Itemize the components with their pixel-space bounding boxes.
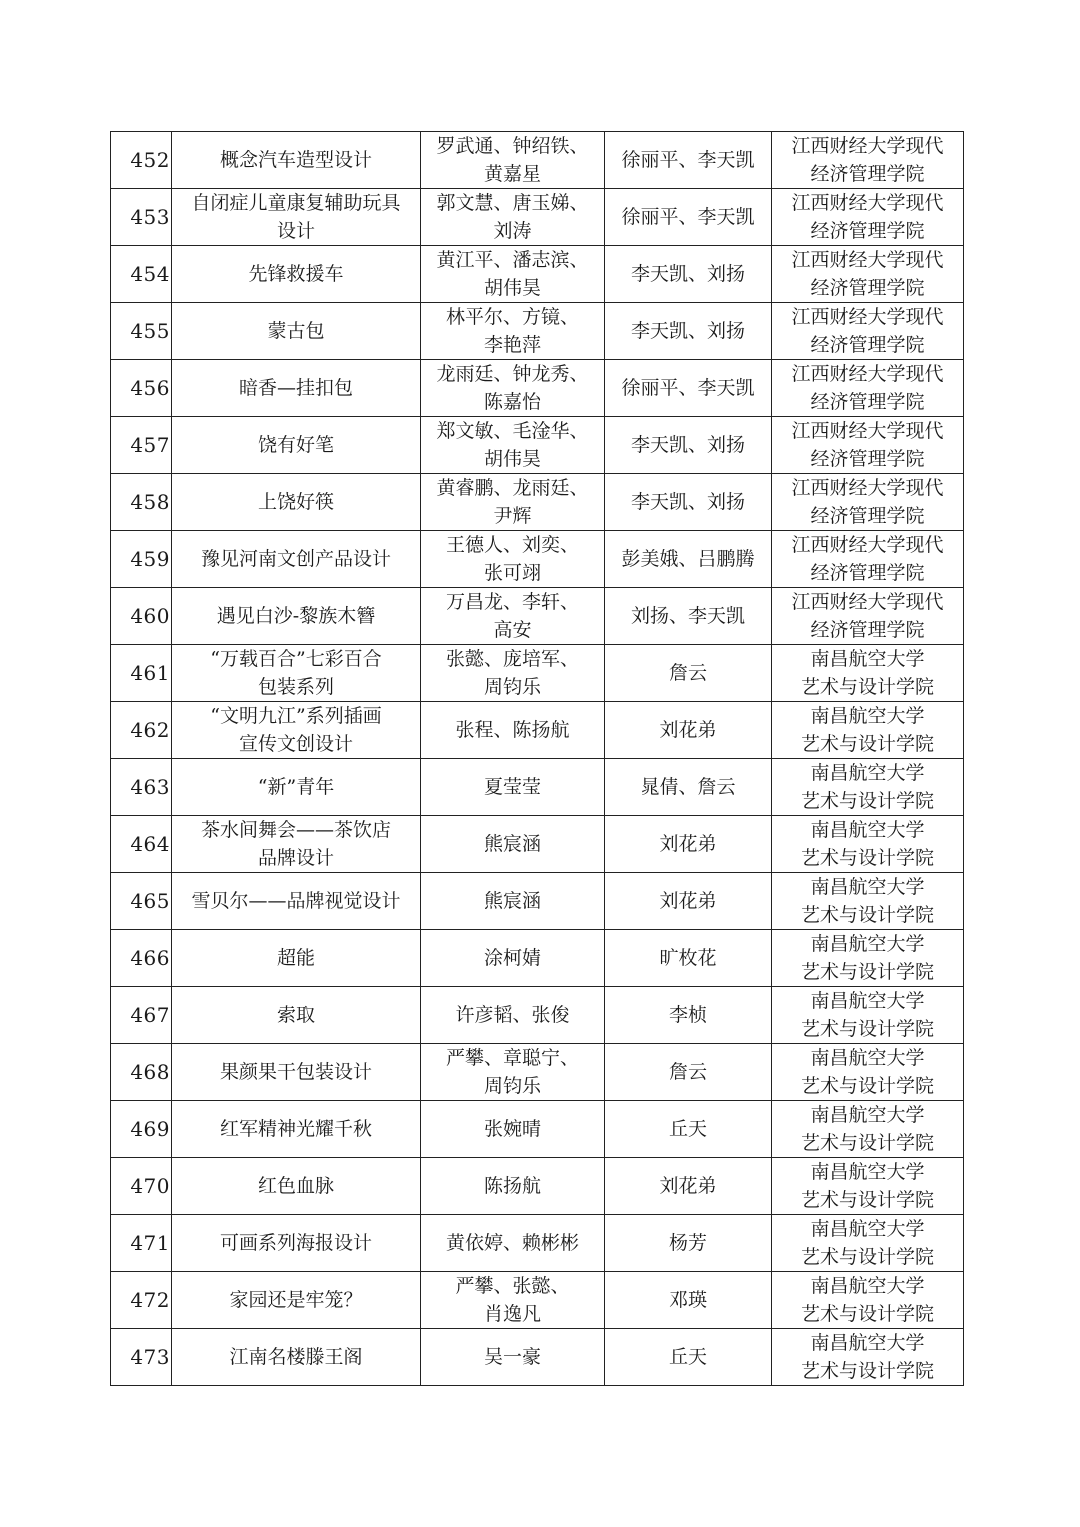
advisors: 旷枚花 <box>605 930 772 987</box>
authors: 许彦韬、张俊 <box>421 987 605 1044</box>
authors: 夏莹莹 <box>421 759 605 816</box>
work-title: 饶有好笔 <box>172 417 421 474</box>
advisors: 刘花弟 <box>605 1158 772 1215</box>
advisors: 徐丽平、李天凯 <box>605 132 772 189</box>
work-title: “万载百合”七彩百合 包装系列 <box>172 645 421 702</box>
advisors: 詹云 <box>605 645 772 702</box>
advisors: 丘天 <box>605 1329 772 1386</box>
authors: 张程、陈扬航 <box>421 702 605 759</box>
entry-number: 473 <box>111 1329 172 1386</box>
institution: 南昌航空大学 艺术与设计学院 <box>772 1329 964 1386</box>
advisors: 刘花弟 <box>605 702 772 759</box>
work-title: 红色血脉 <box>172 1158 421 1215</box>
entry-number: 472 <box>111 1272 172 1329</box>
table-row <box>111 360 964 417</box>
advisors: 李桢 <box>605 987 772 1044</box>
authors: 陈扬航 <box>421 1158 605 1215</box>
authors: 王德人、刘奕、 张可翊 <box>421 531 605 588</box>
advisors: 李天凯、刘扬 <box>605 474 772 531</box>
advisors: 李天凯、刘扬 <box>605 303 772 360</box>
work-title: 茶水间舞会——茶饮店 品牌设计 <box>172 816 421 873</box>
entry-number: 460 <box>111 588 172 645</box>
work-title: 概念汽车造型设计 <box>172 132 421 189</box>
entry-number: 467 <box>111 987 172 1044</box>
entry-number: 464 <box>111 816 172 873</box>
advisors: 刘花弟 <box>605 816 772 873</box>
entry-number: 452 <box>111 132 172 189</box>
authors: 龙雨廷、钟龙秀、 陈嘉怡 <box>421 360 605 417</box>
authors: 熊宸涵 <box>421 816 605 873</box>
entry-number: 462 <box>111 702 172 759</box>
table-row <box>111 873 964 930</box>
table-row <box>111 531 964 588</box>
work-title: 索取 <box>172 987 421 1044</box>
advisors: 刘扬、李天凯 <box>605 588 772 645</box>
institution: 江西财经大学现代 经济管理学院 <box>772 303 964 360</box>
entry-number: 454 <box>111 246 172 303</box>
work-title: 遇见白沙-黎族木簪 <box>172 588 421 645</box>
award-list-page <box>110 131 963 1386</box>
work-title: 可画系列海报设计 <box>172 1215 421 1272</box>
authors: 罗武通、钟绍铁、 黄嘉星 <box>421 132 605 189</box>
entry-number: 459 <box>111 531 172 588</box>
authors: 黄睿鹏、龙雨廷、 尹辉 <box>421 474 605 531</box>
advisors: 杨芳 <box>605 1215 772 1272</box>
institution: 南昌航空大学 艺术与设计学院 <box>772 1158 964 1215</box>
entry-number: 458 <box>111 474 172 531</box>
institution: 江西财经大学现代 经济管理学院 <box>772 132 964 189</box>
work-title: 超能 <box>172 930 421 987</box>
entry-number: 469 <box>111 1101 172 1158</box>
entry-number: 466 <box>111 930 172 987</box>
work-title: 豫见河南文创产品设计 <box>172 531 421 588</box>
table-row <box>111 303 964 360</box>
table-row <box>111 645 964 702</box>
institution: 江西财经大学现代 经济管理学院 <box>772 588 964 645</box>
table-row <box>111 1044 964 1101</box>
work-title: 暗香—挂扣包 <box>172 360 421 417</box>
institution: 南昌航空大学 艺术与设计学院 <box>772 702 964 759</box>
authors: 张婉晴 <box>421 1101 605 1158</box>
advisors: 晁倩、詹云 <box>605 759 772 816</box>
entry-number: 456 <box>111 360 172 417</box>
institution: 江西财经大学现代 经济管理学院 <box>772 360 964 417</box>
institution: 南昌航空大学 艺术与设计学院 <box>772 816 964 873</box>
authors: 严攀、张懿、 肖逸凡 <box>421 1272 605 1329</box>
entry-number: 453 <box>111 189 172 246</box>
table-row <box>111 189 964 246</box>
advisors: 刘花弟 <box>605 873 772 930</box>
institution: 南昌航空大学 艺术与设计学院 <box>772 1044 964 1101</box>
work-title: 江南名楼滕王阁 <box>172 1329 421 1386</box>
work-title: 果颜果干包装设计 <box>172 1044 421 1101</box>
table-row <box>111 417 964 474</box>
institution: 南昌航空大学 艺术与设计学院 <box>772 987 964 1044</box>
table-row <box>111 1272 964 1329</box>
authors: 熊宸涵 <box>421 873 605 930</box>
advisors: 詹云 <box>605 1044 772 1101</box>
entry-number: 471 <box>111 1215 172 1272</box>
advisors: 李天凯、刘扬 <box>605 246 772 303</box>
advisors: 李天凯、刘扬 <box>605 417 772 474</box>
authors: 张懿、庞培军、 周钧乐 <box>421 645 605 702</box>
table-row <box>111 246 964 303</box>
entry-number: 461 <box>111 645 172 702</box>
authors: 吴一豪 <box>421 1329 605 1386</box>
entry-number: 470 <box>111 1158 172 1215</box>
award-table <box>110 131 964 1386</box>
authors: 郭文慧、唐玉娣、 刘涛 <box>421 189 605 246</box>
work-title: “新”青年 <box>172 759 421 816</box>
institution: 南昌航空大学 艺术与设计学院 <box>772 930 964 987</box>
institution: 南昌航空大学 艺术与设计学院 <box>772 873 964 930</box>
advisors: 彭美娥、吕鹏腾 <box>605 531 772 588</box>
table-row <box>111 759 964 816</box>
advisors: 徐丽平、李天凯 <box>605 189 772 246</box>
work-title: 自闭症儿童康复辅助玩具 设计 <box>172 189 421 246</box>
institution: 江西财经大学现代 经济管理学院 <box>772 189 964 246</box>
advisors: 徐丽平、李天凯 <box>605 360 772 417</box>
authors: 黄江平、潘志滨、 胡伟昊 <box>421 246 605 303</box>
advisors: 丘天 <box>605 1101 772 1158</box>
work-title: 雪贝尔——品牌视觉设计 <box>172 873 421 930</box>
institution: 南昌航空大学 艺术与设计学院 <box>772 1101 964 1158</box>
work-title: “文明九江”系列插画 宣传文创设计 <box>172 702 421 759</box>
institution: 江西财经大学现代 经济管理学院 <box>772 246 964 303</box>
institution: 江西财经大学现代 经济管理学院 <box>772 474 964 531</box>
institution: 江西财经大学现代 经济管理学院 <box>772 417 964 474</box>
institution: 南昌航空大学 艺术与设计学院 <box>772 1215 964 1272</box>
work-title: 先锋救援车 <box>172 246 421 303</box>
authors: 万昌龙、李轩、 高安 <box>421 588 605 645</box>
entry-number: 465 <box>111 873 172 930</box>
table-row <box>111 702 964 759</box>
table-row <box>111 987 964 1044</box>
authors: 郑文敏、毛淦华、 胡伟昊 <box>421 417 605 474</box>
authors: 黄依婷、赖彬彬 <box>421 1215 605 1272</box>
work-title: 蒙古包 <box>172 303 421 360</box>
authors: 严攀、章聪宁、 周钧乐 <box>421 1044 605 1101</box>
work-title: 上饶好筷 <box>172 474 421 531</box>
table-row <box>111 1329 964 1386</box>
advisors: 邓瑛 <box>605 1272 772 1329</box>
table-row <box>111 1158 964 1215</box>
table-row <box>111 474 964 531</box>
institution: 江西财经大学现代 经济管理学院 <box>772 531 964 588</box>
entry-number: 463 <box>111 759 172 816</box>
table-row <box>111 816 964 873</box>
authors: 涂柯婧 <box>421 930 605 987</box>
entry-number: 455 <box>111 303 172 360</box>
work-title: 红军精神光耀千秋 <box>172 1101 421 1158</box>
table-row <box>111 588 964 645</box>
authors: 林平尔、方镜、 李艳萍 <box>421 303 605 360</box>
entry-number: 457 <box>111 417 172 474</box>
work-title: 家园还是牢笼？ <box>172 1272 421 1329</box>
institution: 南昌航空大学 艺术与设计学院 <box>772 1272 964 1329</box>
institution: 南昌航空大学 艺术与设计学院 <box>772 645 964 702</box>
table-row <box>111 1101 964 1158</box>
table-row <box>111 132 964 189</box>
table-row <box>111 1215 964 1272</box>
table-row <box>111 930 964 987</box>
entry-number: 468 <box>111 1044 172 1101</box>
institution: 南昌航空大学 艺术与设计学院 <box>772 759 964 816</box>
